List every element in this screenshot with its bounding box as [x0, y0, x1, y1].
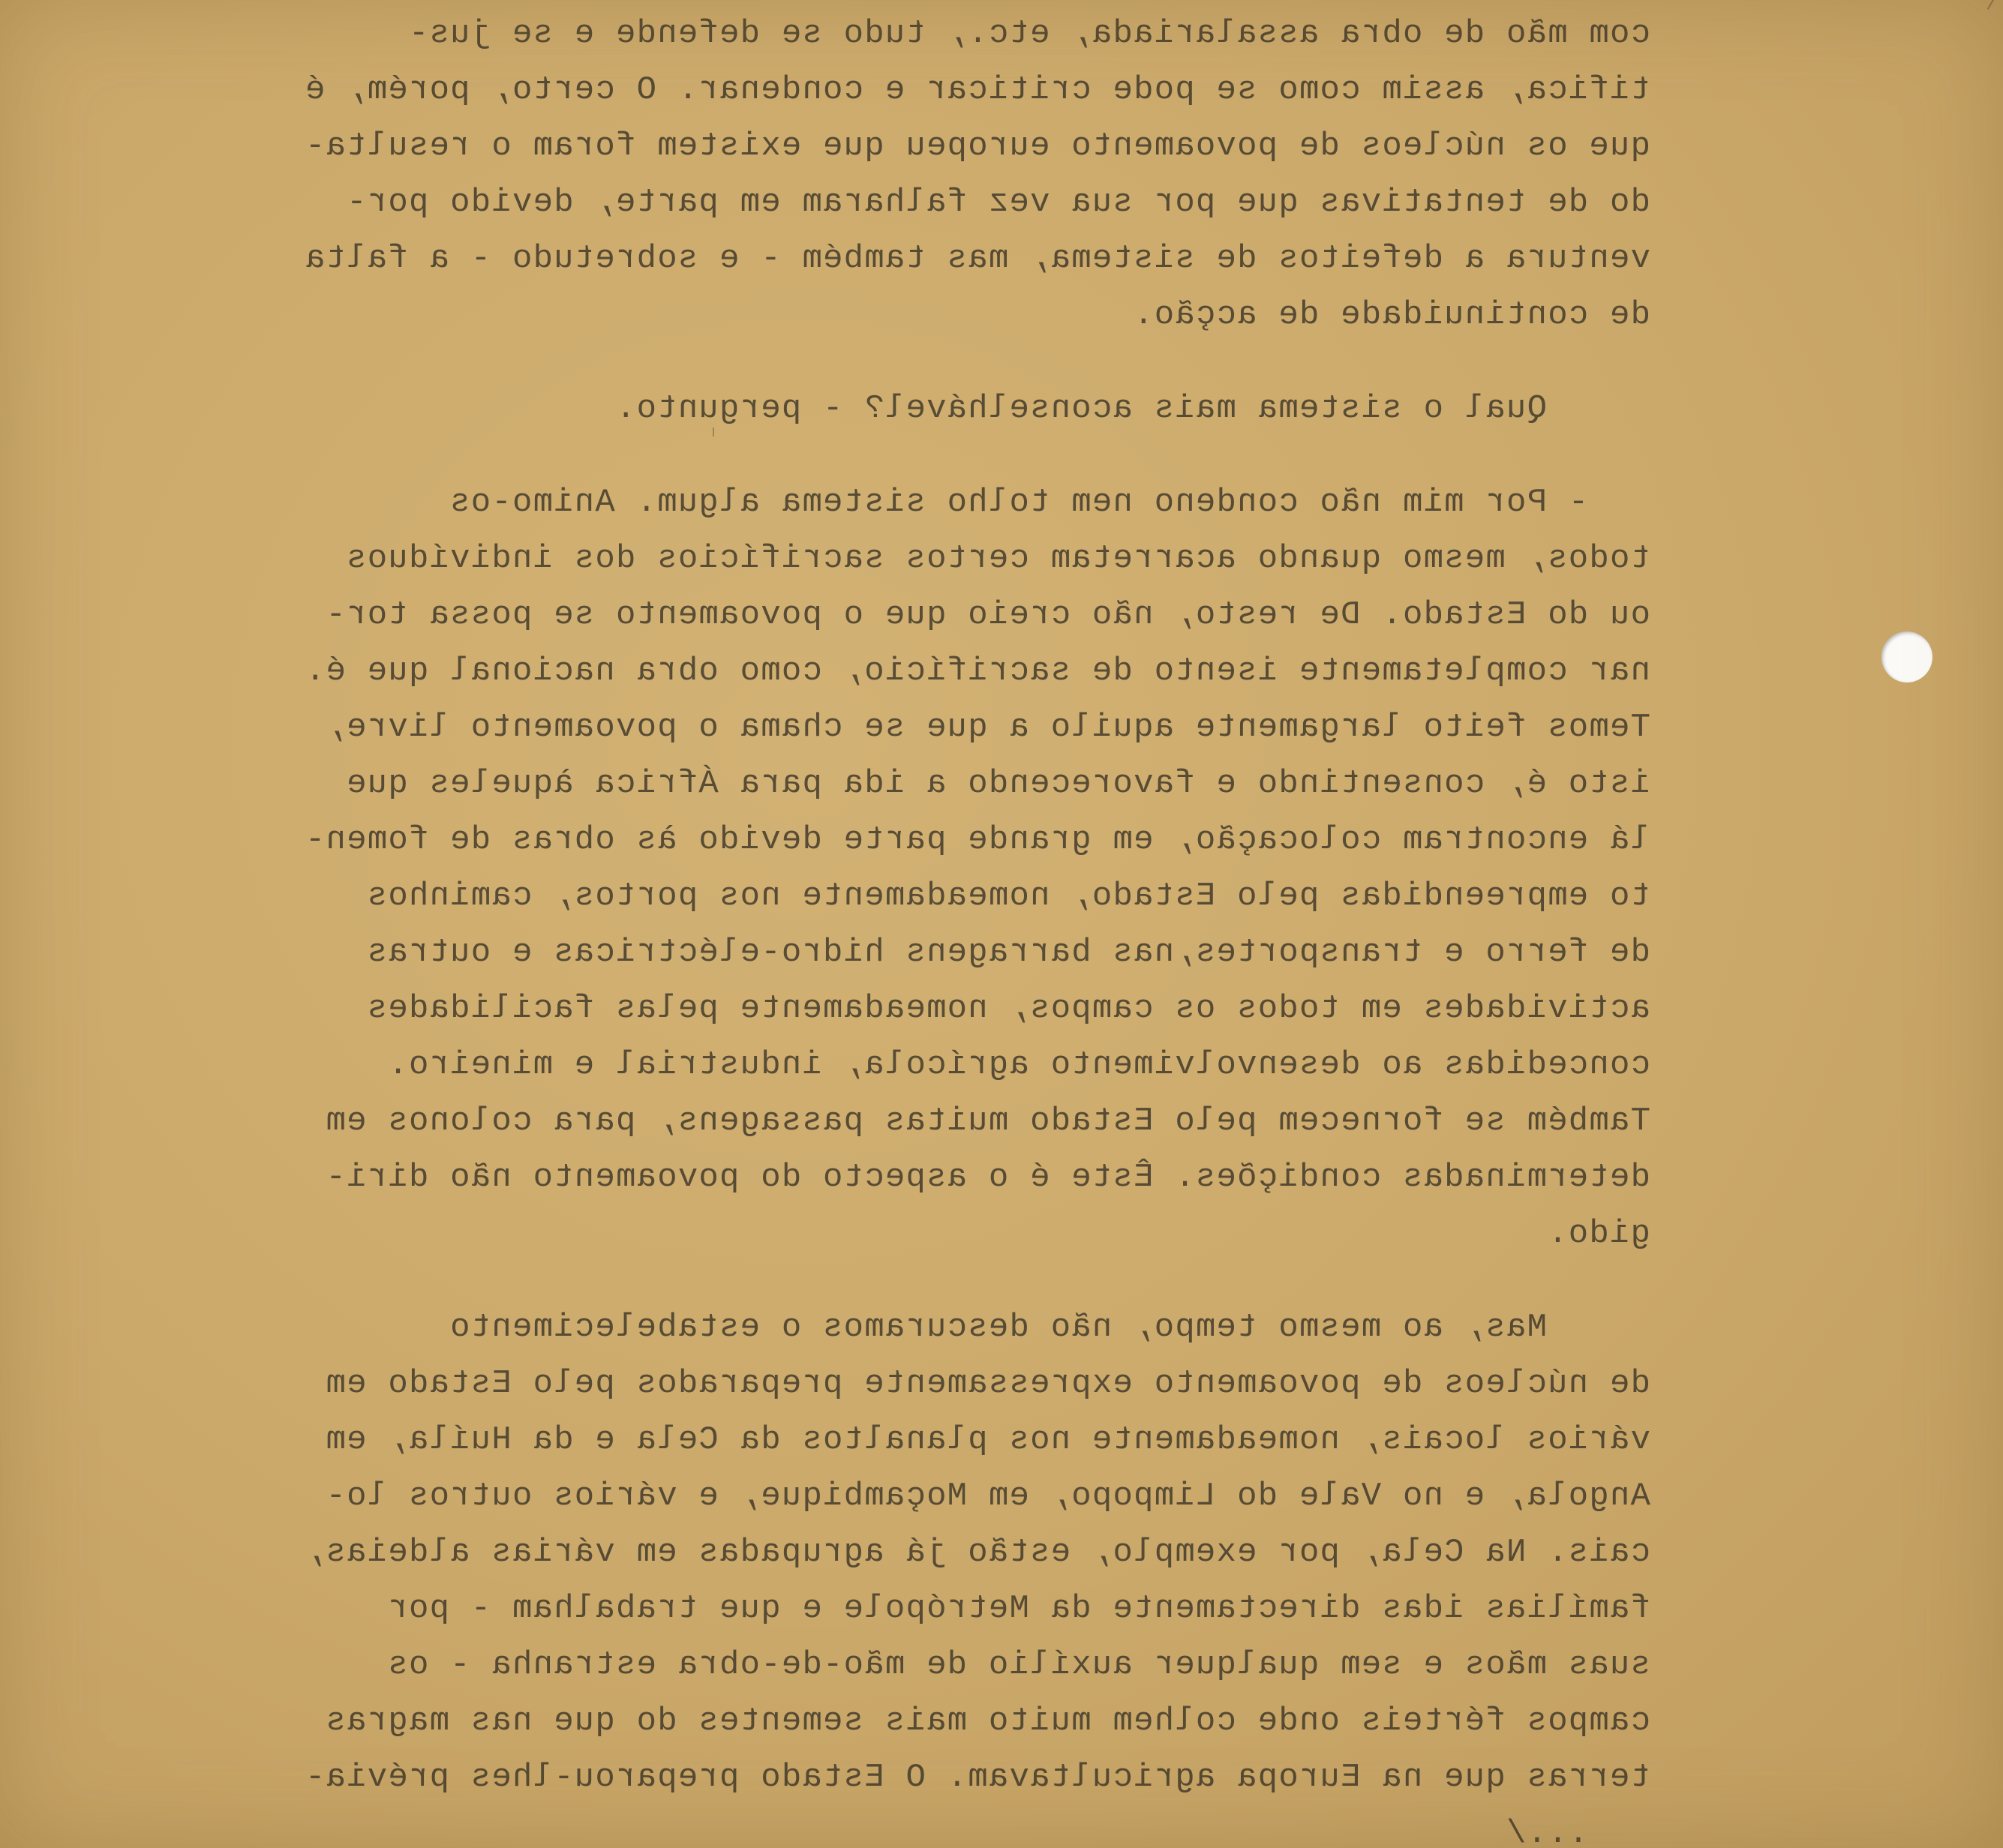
text-line: cais. Na Cela, por exemplo, estão já agrupadas em várias aldeias,: [304, 1534, 1650, 1571]
text-line: do de tentativas que por sua vez falharam em parte, devido por-: [345, 184, 1650, 221]
text-line: de núcleos de povoamento expressamente preparados pelo Estado em: [325, 1365, 1650, 1402]
text-line: Também se fornecem pelo Estado muitas passagens, para colonos em: [325, 1102, 1650, 1140]
paragraph-gap: [90, 344, 1650, 381]
text-line: de ferro e transportes,nas barragens hidro-eléctricas e outras: [366, 934, 1650, 971]
text-line: nar completamente isento de sacrifício, como obra nacional que é.: [304, 652, 1650, 690]
text-line: gido.: [1546, 1215, 1650, 1252]
text-line: ou do Estado. De resto, não creio que o povoamento se possa tor-: [325, 596, 1650, 634]
text-line: isto é, consentindo e favorecendo a ida para África àqueles que: [345, 765, 1650, 802]
text-line: actividades em todos os campos, nomeadamente pelas facilidades: [366, 990, 1650, 1028]
text-line: - Por mim não condeno nem tolho sistema algum. Animo-os: [449, 484, 1650, 521]
text-line: famílias idas directamente da Metrópole e que trabalham - por: [387, 1590, 1650, 1628]
text-line: campos férteis onde colhem muito mais sementes do que nas magras: [325, 1702, 1650, 1740]
text-line: com mão de obra assalariada, etc., tudo se defende e se jus-: [407, 15, 1650, 52]
text-line: vários locais, nomeadamente nos planaltos da Cela e da Huíla, em: [325, 1421, 1650, 1459]
text-line: de continuidade de acção.: [1132, 296, 1650, 334]
text-line: Angola, e no Vale do Limpopo, em Moçambique, e vários outros lo-: [325, 1478, 1650, 1515]
text-line: Mas, ao mesmo tempo, não descuramos o estabelecimento: [449, 1309, 1650, 1346]
punch-hole: [1881, 632, 1932, 682]
text-line: todos, mesmo quando acarretam certos sacrifícios dos indivíduos: [345, 540, 1650, 578]
text-line: concedidas ao desenvolvimento agrícola, industrial e mineiro.: [387, 1046, 1650, 1084]
paragraph-gap: [90, 437, 1650, 475]
continuation-mark: .../: [1505, 1815, 1650, 1848]
text-line: to empreendidas pelo Estado, nomeadamente nos portos, caminhos: [366, 878, 1650, 915]
question-line: Qual o sistema mais aconselhável? - pergunto.: [614, 390, 1650, 428]
text-line: lá encontram colocação, em grande parte devido às obras de fomen-: [304, 821, 1650, 859]
text-line: suas mãos e sem qualquer auxílio de mão-de-obra estranha - os: [387, 1646, 1650, 1684]
text-line: tifica, assim como se pode criticar e condenar. O certo, porém, é: [304, 71, 1650, 109]
ink-speck: [713, 428, 714, 436]
text-line: determinadas condições. Êste é o aspecto do povoamento não diri-: [325, 1159, 1650, 1196]
text-line: Temos feito largamente aquilo a que se chama o povoamento livre,: [325, 709, 1650, 746]
text-line: terras que na Europa agricultavam. O Estado preparou-lhes prévia-: [304, 1759, 1650, 1796]
text-line: que os núcleos de povoamento europeu que existem foram o resulta-: [304, 128, 1650, 165]
typed-text-block: [90, 6, 1650, 1848]
text-line: ventura a defeitos de sistema, mas também - e sobretudo - a falta: [304, 240, 1650, 278]
paragraph-gap: [90, 1262, 1650, 1300]
